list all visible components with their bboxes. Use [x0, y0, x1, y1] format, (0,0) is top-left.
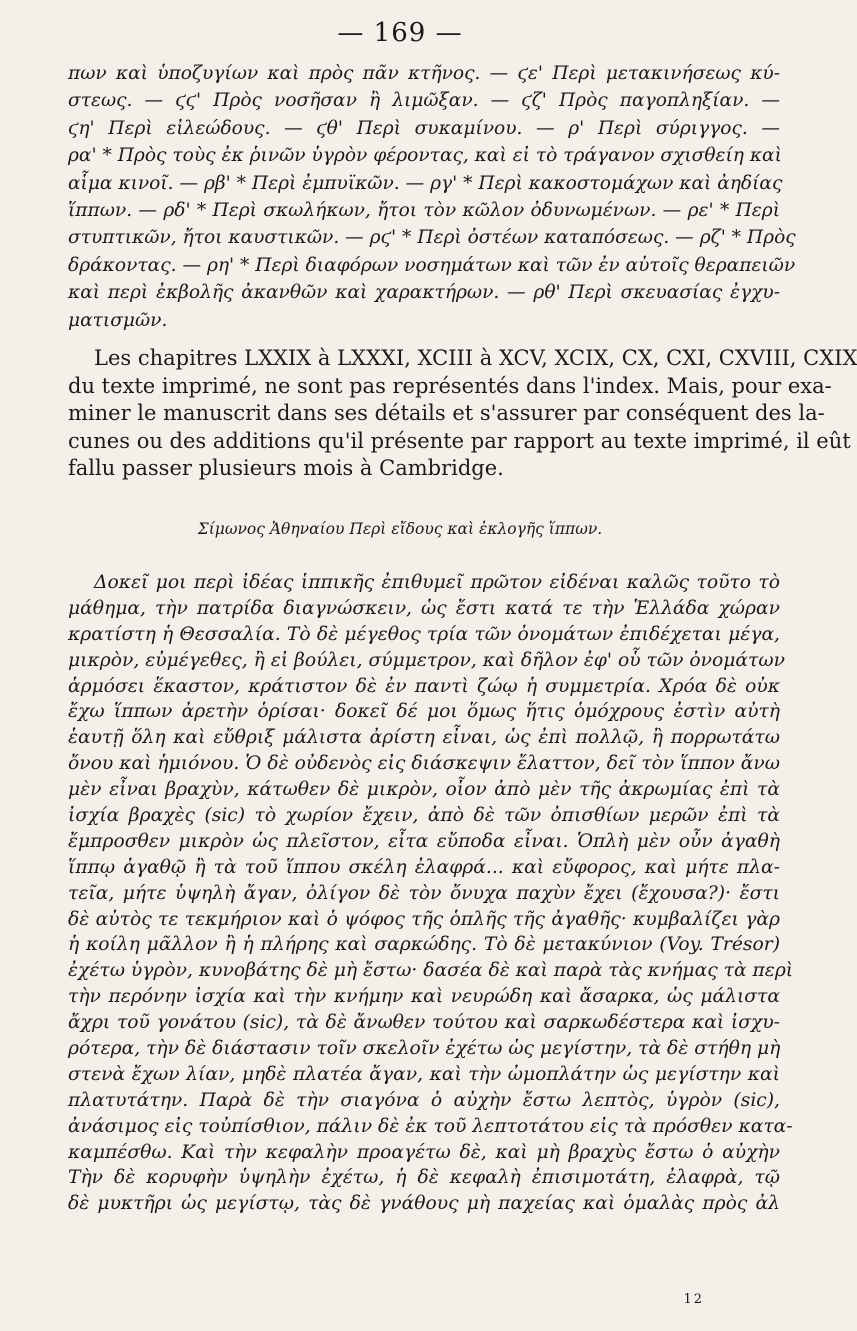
greek-body-line: ἐχέτω ὑγρὸν, κυνοβάτης δὲ μὴ ἔστω· δασέα δὲ καὶ παρὰ τὰς κνήμας τὰ περὶ: [68, 960, 794, 982]
greek-body-line: ὄνου καὶ ἡμιόνου. Ὁ δὲ οὐδενὸς εἰς διάσκεψιν ἔλαττον, δεῖ τὸν ἵππον ἄνω: [68, 753, 780, 775]
greek-body-line: Δοκεῖ μοι περὶ ἰδέας ἱππικῆς ἐπιθυμεῖ πρῶτον εἰδέναι καλῶς τοῦτο τὸ: [94, 572, 780, 593]
french-paragraph-line: miner le manuscrit dans ses détails et s'assurer par conséquent des la-: [68, 401, 825, 425]
greek-index-line: δράκοντας. — ρη' * Περὶ διαφόρων νοσημάτων καὶ τῶν ἐν αὐτοῖς θεραπειῶν: [68, 254, 796, 276]
greek-body-line: μὲν εἶναι βραχὺν, κάτωθεν δὲ μικρὸν, οἷον ἀπὸ μὲν τῆς ἀκρωμίας ἐπὶ τὰ: [68, 779, 780, 801]
section-title: Σίμωνος Ἀθηναίου Περὶ εἴδους καὶ ἐκλογῆς ἵππων.: [197, 520, 603, 538]
greek-body-line: μικρὸν, εὐμέγεθες, ἢ εἰ βούλει, σύμμετρον, καὶ δῆλον ἐφ' οὗ τῶν ὀνομάτων: [68, 649, 785, 671]
greek-body-line: ἁρμόσει ἕκαστον, κράτιστον δὲ ἐν παντὶ ζώῳ ἡ συμμετρία. Χρόα δὲ οὐκ: [68, 675, 780, 697]
greek-body-line: τὴν περόνην ἰσχία καὶ τὴν κνήμην καὶ νευρώδη καὶ ἄσαρκα, ὡς μάλιστα: [68, 986, 780, 1008]
greek-index-line: ϛη' Περὶ εἰλεώδους. — ϛθ' Περὶ συκαμίνου. — ρ' Περὶ σύριγγος. —: [68, 117, 780, 139]
french-paragraph: [68, 345, 857, 483]
greek-index-line: καὶ περὶ ἐκβολῆς ἀκανθῶν καὶ χαρακτήρων. — ρθ' Περὶ σκευασίας ἐγχυ-: [68, 282, 780, 304]
greek-body-line: στενὰ ἔχων λίαν, μηδὲ πλατέα ἄγαν, καὶ τὴν ὠμοπλάτην ὡς μεγίστην καὶ: [68, 1063, 780, 1085]
greek-index-line: ματισμῶν.: [68, 309, 168, 331]
french-paragraph-line: cunes ou des additions qu'il présente par rapport au texte imprimé, il eût: [68, 428, 851, 453]
greek-body-line: πλατυτάτην. Παρὰ δὲ τὴν σιαγόνα ὁ αὐχὴν ἔστω λεπτὸς, ὑγρὸν (sic),: [68, 1089, 780, 1111]
greek-body-line: Τὴν δὲ κορυφὴν ὑψηλὴν ἐχέτω, ἡ δὲ κεφαλὴ ἐπισιμοτάτη, ἐλαφρὰ, τῷ: [68, 1167, 780, 1189]
greek-body-line: ἡ κοίλη μᾶλλον ἢ ἡ πλήρης καὶ σαρκώδης. Τὸ δὲ μετακύνιον (Voy. Trésor): [68, 934, 780, 956]
greek-body-line: ἄχρι τοῦ γονάτου (sic), τὰ δὲ ἄνωθεν τούτου καὶ σαρκωδέστερα καὶ ἰσχυ-: [68, 1012, 780, 1034]
french-paragraph-line: Les chapitres LXXIX à LXXXI, XCIII à XCV, XCIX, CX, CXI, CXVIII, CXIX: [94, 346, 857, 370]
greek-index-line: ρα' * Πρὸς τοὺς ἐκ ῥινῶν ὑγρὸν φέροντας, καὶ εἰ τὸ τράγανον σχισθείη καὶ: [68, 145, 782, 167]
greek-index-block: [68, 60, 796, 334]
greek-body-line: ἵππῳ ἀγαθῷ ἢ τὰ τοῦ ἵππου σκέλη ἐλαφρά... καὶ εὔφορος, καὶ μήτε πλα-: [68, 856, 780, 878]
greek-body-line: καμπέσθω. Καὶ τὴν κεφαλὴν προαγέτω δὲ, καὶ μὴ βραχὺς ἔστω ὁ αὐχὴν: [68, 1141, 780, 1163]
greek-index-line: στυπτικῶν, ἤτοι καυστικῶν. — ρϛ' * Περὶ ὀστέων καταπόσεως. — ρζ' * Πρὸς: [68, 227, 796, 249]
greek-body-line: ρότερα, τὴν δὲ διάστασιν τοῖν σκελοῖν ἐχέτω ὡς μεγίστην, τὰ δὲ στήθη μὴ: [68, 1038, 781, 1060]
greek-body-line: κρατίστη ἡ Θεσσαλία. Τὸ δὲ μέγεθος τρία τῶν ὀνομάτων ἐπιδέχεται μέγα,: [68, 623, 780, 645]
greek-index-line: αἷμα κινοῖ. — ρβ' * Περὶ ἐμπυϊκῶν. — ργ' * Περὶ κακοστομάχων καὶ ἀηδίας: [68, 172, 783, 194]
greek-body-line: ἀνάσιμος εἰς τοὐπίσθιον, πάλιν δὲ ἐκ τοῦ λεπτοτάτου εἰς τὰ πρόσθεν κατα-: [68, 1115, 793, 1137]
greek-body-line: δὲ αὐτὸς τε τεκμήριον καὶ ὁ ψόφος τῆς ὁπλῆς τῆς ἀγαθῆς· κυμβαλίζει γὰρ: [68, 908, 780, 930]
greek-body-line: ἰσχία βραχὲς (sic) τὸ χωρίον ἔχειν, ἀπὸ δὲ τῶν ὀπισθίων μερῶν ἐπὶ τὰ: [68, 805, 780, 827]
greek-index-line: πων καὶ ὑποζυγίων καὶ πρὸς πᾶν κτῆνος. — ϛε' Περὶ μετακινήσεως κύ-: [68, 63, 780, 84]
greek-body-line: μάθημα, τὴν πατρίδα διαγνώσκειν, ὡς ἔστι κατά τε τὴν Ἑλλάδα χώραν: [68, 597, 780, 619]
signature-mark: 12: [683, 1292, 704, 1307]
greek-body-line: ἔμπροσθεν μικρὸν ὡς πλεῖστον, εἶτα εὔποδα εἶναι. Ὁπλὴ μὲν οὖν ἀγαθὴ: [68, 830, 780, 852]
greek-index-line: στεως. — ϛϛ' Πρὸς νοσῆσαν ἢ λιμῶξαν. — ϛζ' Πρὸς παγοπληξίαν. —: [68, 90, 780, 112]
page-number: — 169 —: [337, 18, 463, 48]
french-paragraph-line: du texte imprimé, ne sont pas représentés dans l'index. Mais, pour exa-: [68, 373, 832, 398]
greek-body-line: δὲ μυκτῆρι ὡς μεγίστῳ, τὰς δὲ γνάθους μὴ παχείας καὶ ὁμαλὰς πρὸς ἀλ: [68, 1193, 780, 1215]
french-paragraph-line: fallu passer plusieurs mois à Cambridge.: [68, 456, 504, 480]
greek-body-line: ἔχω ἵππων ἀρετὴν ὁρίσαι· δοκεῖ δέ μοι ὅμως ἥτις ὁμόχρους ἐστὶν αὐτὴ: [68, 701, 780, 723]
greek-body-line: τεῖα, μήτε ὑψηλὴ ἄγαν, ὀλίγον δὲ τὸν ὄνυχα παχὺν ἔχει (ἔχουσα?)· ἔστι: [68, 882, 780, 904]
greek-body-line: ἑαυτῇ ὅλη καὶ εὔθριξ μάλιστα ἀρίστη εἶναι, ὡς ἐπὶ πολλῷ, ἢ πορρωτάτω: [68, 727, 780, 749]
greek-body-text: [68, 570, 794, 1217]
greek-index-line: ἵππων. — ρδ' * Περὶ σκωλήκων, ἤτοι τὸν κῶλον ὀδυνωμένων. — ρε' * Περὶ: [68, 199, 780, 221]
